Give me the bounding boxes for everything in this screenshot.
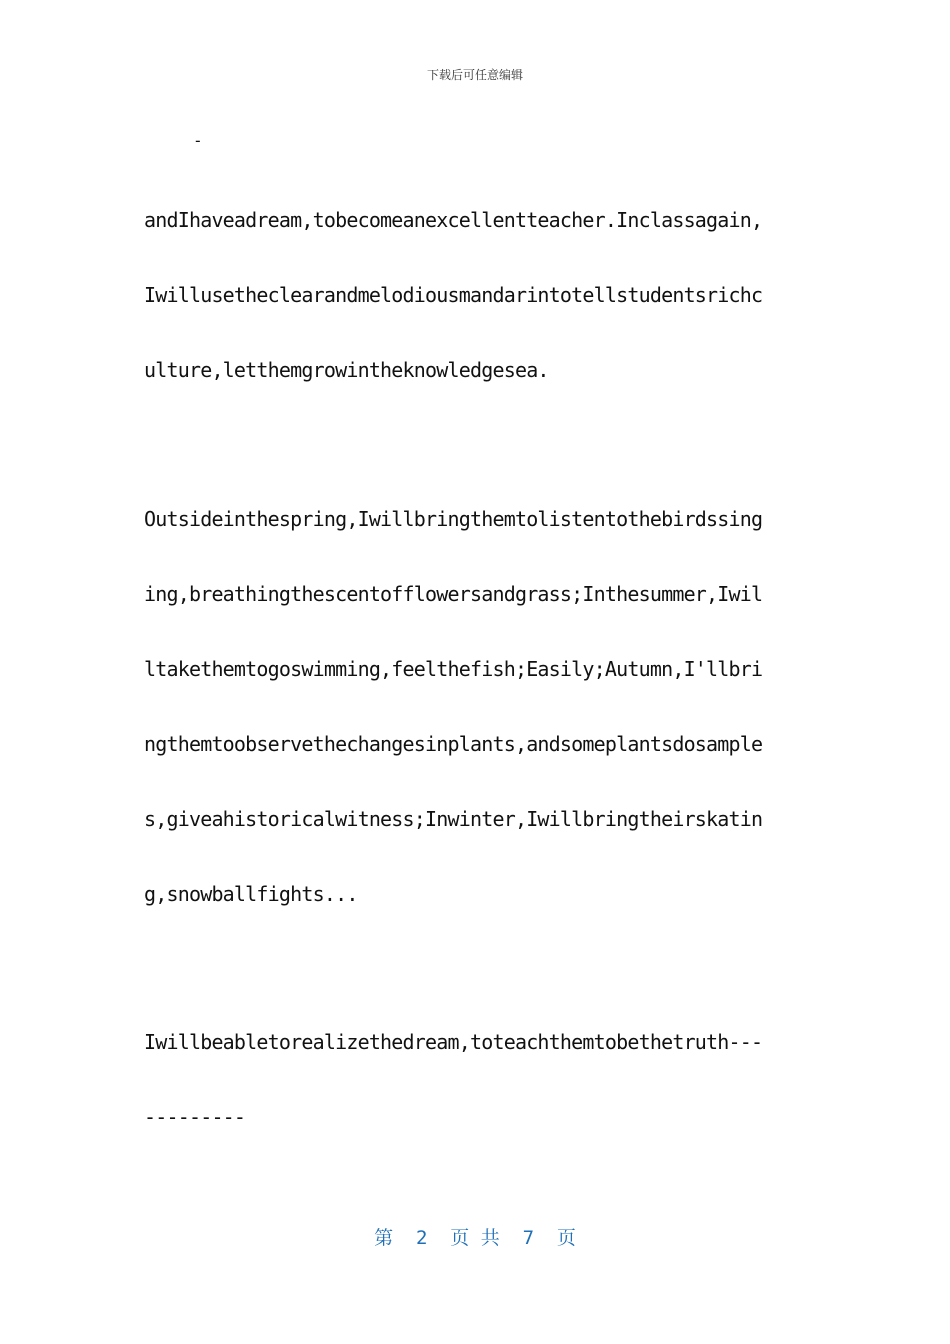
paragraph-line: Iwillusetheclearandmelodiousmandarintotellstudentsrichc <box>144 283 763 307</box>
paragraph-line: --------- <box>144 1105 246 1129</box>
paragraph-line: ulture,letthemgrowintheknowledgesea. <box>144 358 549 382</box>
paragraph-1 <box>144 183 804 408</box>
paragraph-line: s,giveahistoricalwitness;Inwinter,Iwillbringtheirskatin <box>144 807 763 831</box>
paragraph-line: ngthemtoobservethechangesinplants,andsomeplantsdosample <box>144 732 763 756</box>
paragraph-line: andIhaveadream,tobecomeanexcellentteacher.Inclassagain, <box>144 208 763 232</box>
paragraph-line: ltakethemtogoswimming,feelthefish;Easily;Autumn,I'llbri <box>144 657 763 681</box>
paragraph-line: Outsideinthespring,Iwillbringthemtolistentothebirdssing <box>144 507 763 531</box>
list-marker: - <box>193 131 203 150</box>
paragraph-line: ing,breathingthescentofflowersandgrass;Inthesummer,Iwil <box>144 582 763 606</box>
paragraph-line: g,snowballfights... <box>144 882 358 906</box>
paragraph-line: Iwillbeabletorealizethedream,toteachthemtobethetruth--- <box>144 1030 763 1054</box>
paragraph-2 <box>144 482 804 932</box>
paragraph-3 <box>144 1005 804 1155</box>
page-header: 下载后可任意编辑 <box>426 68 523 82</box>
page-footer: 第 2 页 共 7 页 <box>374 1227 576 1249</box>
